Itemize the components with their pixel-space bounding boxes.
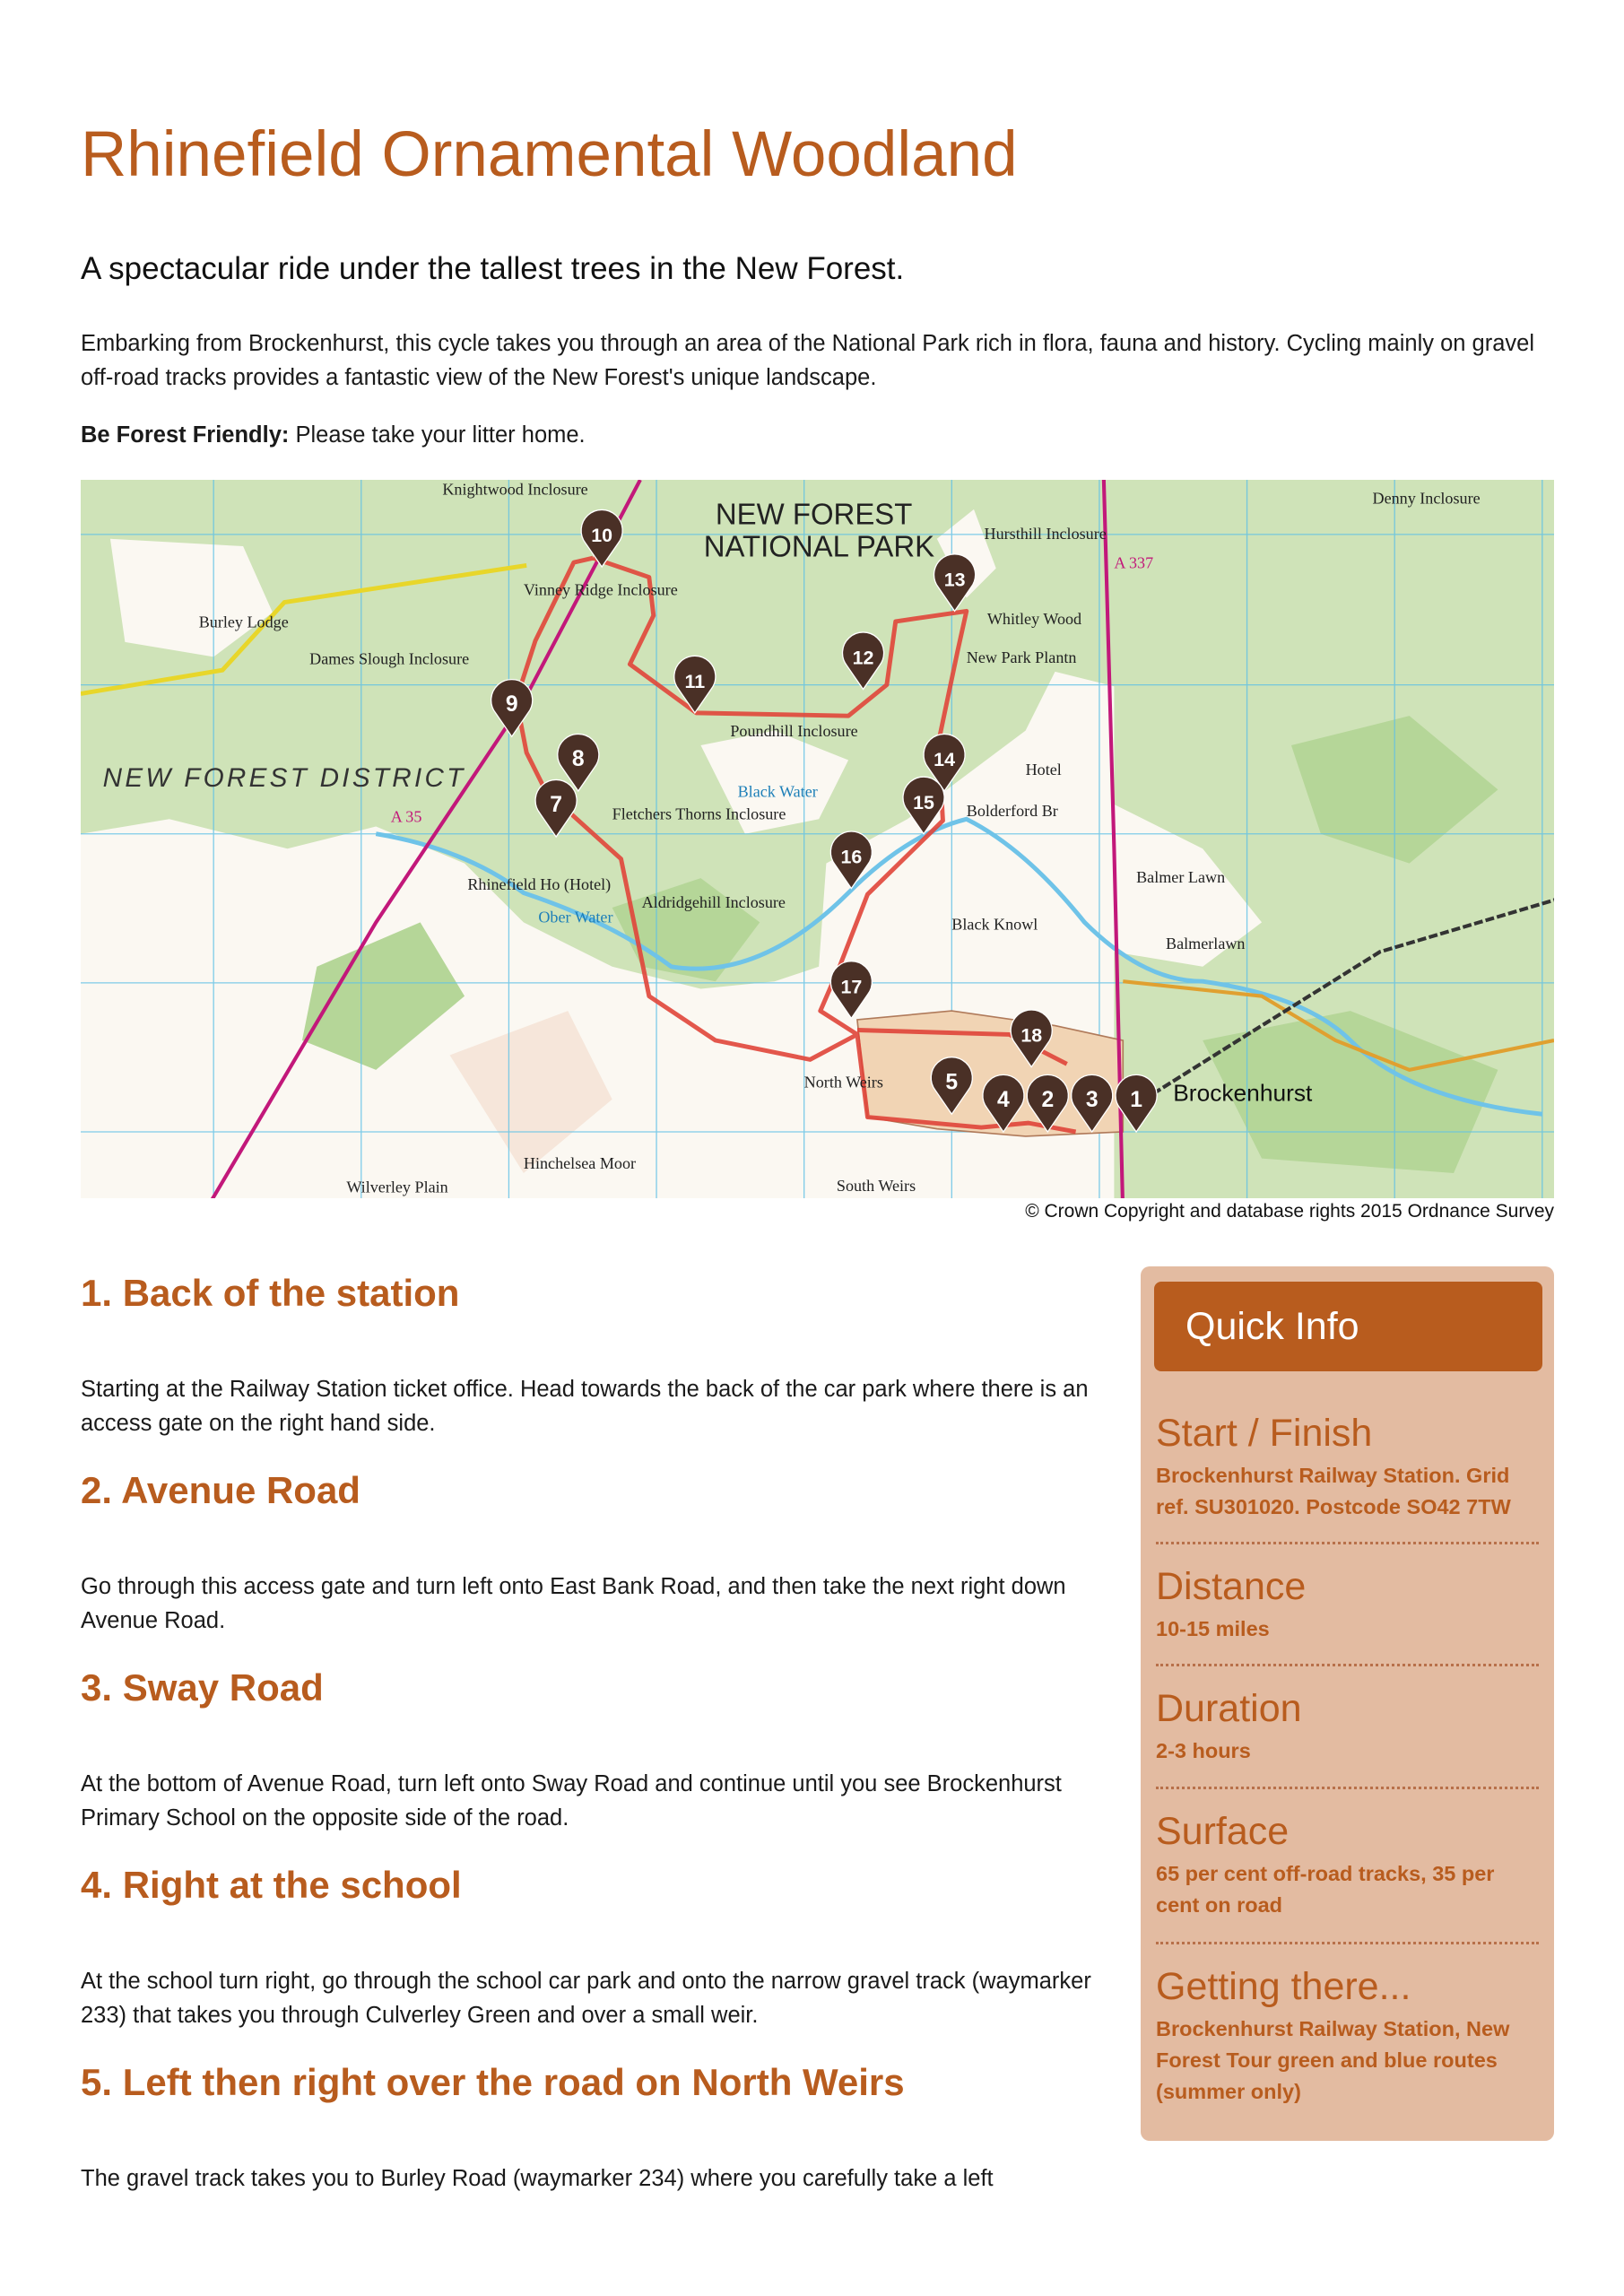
step-heading-5: 5. Left then right over the road on North Weirs bbox=[81, 2061, 905, 2103]
map-label-hotel: Hotel bbox=[1025, 760, 1062, 778]
divider bbox=[1156, 1542, 1539, 1544]
divider bbox=[1156, 1942, 1539, 1944]
map-label-hurstshill: Hursthill Inclosure bbox=[984, 524, 1107, 543]
divider bbox=[1156, 1787, 1539, 1789]
map-label-hinchelsea: Hinchelsea Moor bbox=[523, 1154, 637, 1173]
quick-info-getting-there bbox=[1156, 1965, 1539, 2108]
divider bbox=[1156, 1664, 1539, 1666]
map-label-rhinefield-house: Rhinefield Ho (Hotel) bbox=[467, 875, 612, 894]
quick-info-value: Brockenhurst Railway Station, New Forest Tour green and blue routes (summer only) bbox=[1156, 2017, 1510, 2103]
map-label-poundhill: Poundhill Inclosure bbox=[730, 722, 858, 741]
map-label-fletchers: Fletchers Thorns Inclosure bbox=[612, 804, 786, 823]
route-marker-number: 12 bbox=[852, 647, 874, 669]
map-label-a337: A 337 bbox=[1114, 553, 1154, 572]
route-marker-number: 17 bbox=[840, 976, 863, 998]
map-copyright: © Crown Copyright and database rights 2015 Ordnance Survey bbox=[1025, 1201, 1554, 1222]
map-label-dames-slough: Dames Slough Inclosure bbox=[309, 649, 470, 668]
map-label-new-park: New Park Plantn bbox=[966, 648, 1077, 666]
quick-info-label: Distance bbox=[1156, 1565, 1307, 1608]
step-text-1: Starting at the Railway Station ticket office. Head towards the back of the car park where there is an access gate on the right hand side. bbox=[81, 1377, 1089, 1436]
forest-friendly-text: Please take your litter home. bbox=[289, 422, 586, 448]
quick-info-panel bbox=[1141, 1266, 1554, 2141]
route-marker-number: 13 bbox=[943, 569, 966, 591]
route-marker-number: 14 bbox=[934, 749, 955, 771]
map-label-north-weirs: North Weirs bbox=[803, 1073, 883, 1091]
route-marker-number: 1 bbox=[1130, 1088, 1142, 1113]
route-marker-number: 11 bbox=[684, 670, 706, 692]
quick-info-label: Getting there... bbox=[1156, 1965, 1411, 2008]
step-heading-4: 4. Right at the school bbox=[81, 1864, 462, 1906]
quick-info-duration bbox=[1156, 1687, 1539, 1767]
route-marker-number: 3 bbox=[1085, 1088, 1099, 1113]
quick-info-start-finish bbox=[1156, 1412, 1539, 1523]
route-marker-number: 5 bbox=[945, 1070, 959, 1095]
map-label-vinney-ridge: Vinney Ridge Inclosure bbox=[523, 580, 678, 599]
map-label-park: NEW FOREST bbox=[715, 497, 913, 531]
route-map[interactable] bbox=[81, 480, 1554, 1198]
quick-info-title: Quick Info bbox=[1154, 1282, 1542, 1371]
map-label-a35: A 35 bbox=[390, 807, 422, 826]
map-label-aldridgehill: Aldridgehill Inclosure bbox=[641, 892, 786, 911]
quick-info-value: Brockenhurst Railway Station. Grid ref. SU301020. Postcode SO42 7TW bbox=[1156, 1464, 1511, 1518]
quick-info-value: 2-3 hours bbox=[1156, 1739, 1251, 1762]
route-marker-number: 4 bbox=[997, 1088, 1010, 1113]
map-label-park2: NATIONAL PARK bbox=[703, 529, 935, 563]
page-subtitle: A spectacular ride under the tallest trees in the New Forest. bbox=[81, 251, 905, 286]
route-marker-number: 7 bbox=[550, 793, 562, 818]
quick-info-value: 65 per cent off-road tracks, 35 per cent on road bbox=[1156, 1862, 1495, 1917]
map-label-south-weirs: South Weirs bbox=[836, 1176, 916, 1195]
map-label-bolderford: Bolderford Br bbox=[966, 802, 1058, 821]
route-marker-number: 9 bbox=[505, 692, 518, 718]
forest-friendly-note bbox=[81, 422, 586, 448]
quick-info-distance bbox=[1156, 1565, 1539, 1645]
map-label-balmer-lawn: Balmer Lawn bbox=[1136, 868, 1226, 887]
route-marker-number: 18 bbox=[1020, 1024, 1043, 1047]
route-marker-number: 2 bbox=[1041, 1088, 1055, 1113]
map-label-denny: Denny Inclosure bbox=[1372, 489, 1481, 508]
page-title: Rhinefield Ornamental Woodland bbox=[81, 119, 1018, 190]
map-label-knightwood: Knightwood Inclosure bbox=[442, 480, 588, 499]
map-label-wilverley: Wilverley Plain bbox=[346, 1178, 448, 1196]
map-label-district: NEW FOREST DISTRICT bbox=[102, 763, 466, 794]
map-label-balmerlawn: Balmerlawn bbox=[1166, 935, 1246, 953]
map-label-whitley: Whitley Wood bbox=[986, 610, 1082, 629]
map-label-ober-water: Ober Water bbox=[538, 908, 613, 926]
route-marker-number: 15 bbox=[913, 791, 934, 813]
step-text-3: At the bottom of Avenue Road, turn left onto Sway Road and continue until you see Brockenhurst Primary School on the opposite side of the road. bbox=[81, 1771, 1062, 1831]
intro-paragraph: Embarking from Brockenhurst, this cycle takes you through an area of the National Park rich in flora, fauna and history. Cycling mainly on gravel off-road tracks provides a fantastic view of the New Forest's unique landscape. bbox=[81, 331, 1534, 390]
forest-friendly-label: Be Forest Friendly: bbox=[81, 422, 290, 448]
map-label-black-knowl: Black Knowl bbox=[951, 915, 1038, 934]
quick-info-label: Duration bbox=[1156, 1687, 1302, 1730]
step-text-2: Go through this access gate and turn left onto East Bank Road, and then take the next right down Avenue Road. bbox=[81, 1574, 1066, 1633]
quick-info-label: Start / Finish bbox=[1156, 1412, 1373, 1455]
quick-info-surface bbox=[1156, 1810, 1539, 1921]
quick-info-value: 10-15 miles bbox=[1156, 1617, 1270, 1640]
step-heading-3: 3. Sway Road bbox=[81, 1666, 324, 1709]
route-marker-number: 16 bbox=[840, 846, 863, 868]
quick-info-label: Surface bbox=[1156, 1810, 1290, 1853]
step-text-4: At the school turn right, go through the school car park and onto the narrow gravel track (waymarker 233) that takes you through Culverley Green and over a small weir. bbox=[81, 1969, 1091, 2028]
step-heading-2: 2. Avenue Road bbox=[81, 1469, 360, 1511]
route-marker-number: 10 bbox=[591, 525, 613, 547]
step-heading-1: 1. Back of the station bbox=[81, 1272, 460, 1314]
map-label-black-water: Black Water bbox=[737, 782, 818, 801]
map-label-burley-lodge: Burley Lodge bbox=[198, 613, 289, 631]
map-label-brockenhurst: Brockenhurst bbox=[1173, 1079, 1313, 1107]
route-marker-number: 8 bbox=[571, 747, 585, 772]
step-text-5: The gravel track takes you to Burley Road (waymarker 234) where you carefully take a left bbox=[81, 2166, 994, 2191]
